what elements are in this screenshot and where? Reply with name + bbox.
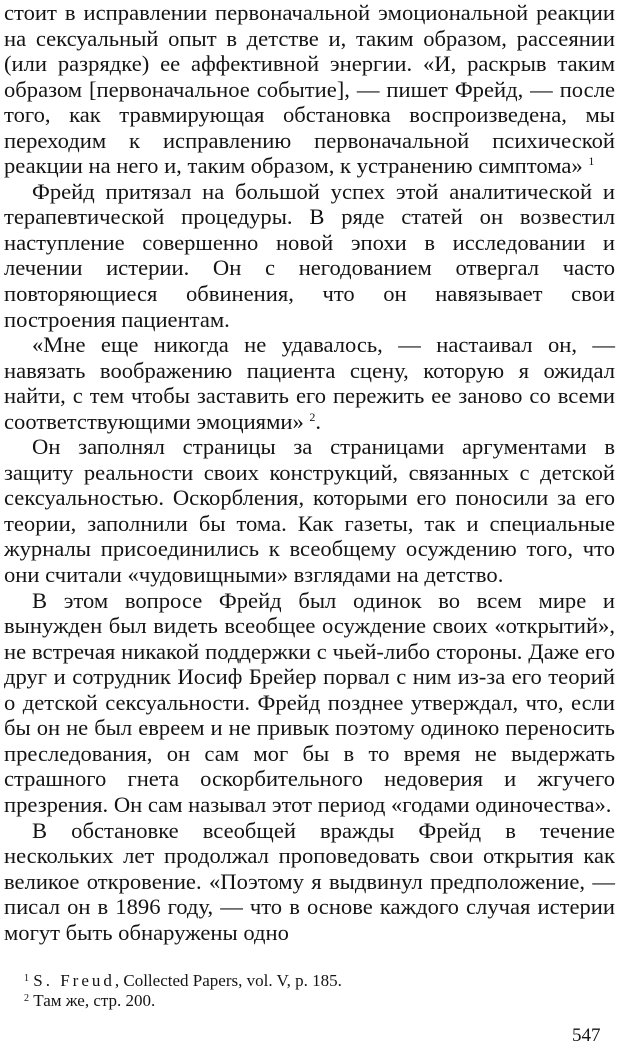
footnote-ref: 1 — [588, 154, 595, 169]
paragraph-text: В этом вопросе Фрейд был одинок во всем мире и вынужден был видеть всеобщее осуждение своих «открытий», не встречая никакой поддержки с чьей-либо стороны. Даже его друг и сотрудник Иосиф Брейер порвал с ним из-за его теорий о детской сексуальности. Фрейд позднее утверждал, что, если бы он не был евреем и не привык поэтому одиноко переносить преследования, он сам мог бы в то время не выдержать страшного гнета оскорбительного недоверия и жгучего презрения. Он сам называл этот период «годами одиночества». — [4, 587, 615, 817]
paragraph — [4, 179, 615, 332]
paragraph-text: «Мне еще никогда не удавалось, — настаивал он, — навязать воображению пациента сцену, которую я ожидал найти, с тем чтобы заставить его пережить ее заново со всеми соответствующими эмоциями» — [4, 332, 615, 434]
paragraph-text: стоит в исправлении первоначальной эмоциональной реакции на сексуальный опыт в детстве и, таким образом, рассеянии (или разрядке) ее аффективной энергии. «И, раскрыв таким образом [первоначальное событие], — пишет Фрейд, — после того, как травмирующая обстановка воспроизведена, мы переходим к исправлению первоначальной психической реакции на него и, таким образом, к устранению симптома» — [4, 0, 615, 179]
paragraph — [4, 588, 615, 818]
paragraph — [4, 0, 615, 179]
paragraph-text: В обстановке всеобщей вражды Фрейд в течение нескольких лет продолжал проповедовать свои открытия как великое откровение. «Поэтому я выдвинул предположение, — писал он в 1896 году, — что в основе каждого случая истерии могут быть обнаружены одно — [4, 817, 615, 945]
book-page — [4, 0, 615, 945]
paragraph-text: Фрейд притязал на большой успех этой аналитической и терапевтической процедуры. В ряде статей он возвестил наступление совершенно новой эпохи в исследовании и лечении истерии. Он с негодованием отвергал часто повторяющиеся обвинения, что он навязывает свои построения пациентам. — [4, 178, 615, 332]
paragraph — [4, 434, 615, 587]
footnote-1: $^1$ S. Freud, Collected Papers, vol. V, p. 185. — [24, 971, 342, 990]
footnote-2: $^2$ Там же, стр. 200. — [24, 991, 156, 1010]
footnotes — [24, 971, 524, 1011]
body-text — [4, 0, 615, 945]
footnote-author: S. Freud — [33, 971, 115, 990]
paragraph-text: Он заполнял страницы за страницами аргументами в защиту реальности своих конструкций, связанных с детской сексуальностью. Оскорбления, которыми его поносили за его теории, заполнили бы тома. Как газеты, так и специальные журналы присоединились к всеобщему осуждению того, что они считали «чудовищными» взглядами на детство. — [4, 434, 615, 588]
paragraph: «Мне еще никогда не удавалось, — настаивал он, — навязать воображению пациента сцену, которую я ожидал найти, с тем чтобы заставить его пережить ее заново со всеми соответствующими эмоциями» $^2$. — [4, 332, 615, 434]
footnote-ref: 2 — [309, 409, 316, 424]
page-number: 547 — [572, 1025, 601, 1046]
paragraph — [4, 818, 615, 946]
